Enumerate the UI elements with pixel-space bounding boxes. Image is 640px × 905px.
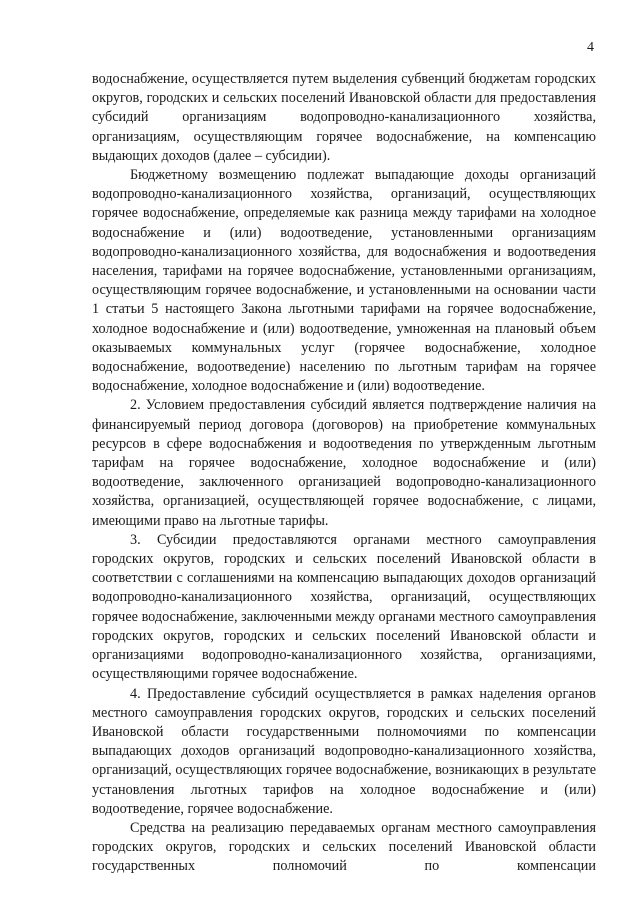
paragraph-continuation: водоснабжение, осуществляется путем выделения субвенций бюджетам городских округов, городских и сельских поселений Ивановской области для предоставления субсидий организациям водопроводно-канализационного хозяйства, организациям, осуществляющим горячее водоснабжение, на компенсацию выдающих доходов (далее – субсидии).: [92, 71, 596, 164]
paragraph-4: 4. Предоставление субсидий осуществляется в рамках наделения органов местного самоуправления городских округов, городских и сельских поселений Ивановской области государственными полномочиями по компенсации выпадающих доходов организаций водопроводно-канализационного хозяйства, организаций, осуществляющих горячее водоснабжение, возникающих в результате установления льготных тарифов на холодное водоснабжение и (или) водоотведение, горячее водоснабжение.: [92, 685, 596, 817]
paragraph-funds: Средства на реализацию передаваемых органам местного самоуправления городских округов, городских и сельских поселений Ивановской области государственных полномочий по компенсации: [92, 819, 596, 875]
paragraph-2: 2. Условием предоставления субсидий является подтверждение наличия на финансируемый период договора (договоров) на приобретение коммунальных ресурсов в сфере водоснабжения и водоотведения по утвержденным льготным тарифам на горячее водоснабжение, холодное водоснабжение и (или) водоотведение, заключенного организацией водопроводно-канализационного хозяйства, организацией, осуществляющей горячее водоснабжение, с лицами, имеющими право на льготные тарифы.: [92, 397, 596, 529]
page-number: 4: [587, 40, 594, 55]
paragraph-compensation: Бюджетному возмещению подлежат выпадающие доходы организаций водопроводно-канализационного хозяйства, организаций, осуществляющих горячее водоснабжение, определяемые как разница между тарифами на холодное водоснабжение и (или) водоотведение, установленными организациям водопроводно-канализационного хозяйства, для водоснабжения и водоотведения населения, тарифами на горячее водоснабжение, установленными организациям, осуществляющим горячее водоснабжение, и установленными на основании части 1 статьи 5 настоящего Закона льготными тарифами на горячее водоснабжение, холодное водоснабжение и (или) водоотведение, умноженная на плановый объем оказываемых коммунальных услуг (горячее водоснабжение, холодное водоснабжение, водоотведение) населению по льготным тарифам на горячее водоснабжение, холодное водоснабжение и (или) водоотведение.: [92, 167, 596, 395]
paragraph-3: 3. Субсидии предоставляются органами местного самоуправления городских округов, городских и сельских поселений Ивановской области в соответствии с соглашениями на компенсацию выпадающих доходов организаций водопроводно-канализационного хозяйства, организаций, осуществляющих горячее водоснабжение, заключенными между органами местного самоуправления городских округов, городских и сельских поселений Ивановской области и организациями водопроводно-канализационного хозяйства, организациями, осуществляющими горячее водоснабжение.: [92, 531, 596, 683]
document-body: [92, 70, 596, 877]
